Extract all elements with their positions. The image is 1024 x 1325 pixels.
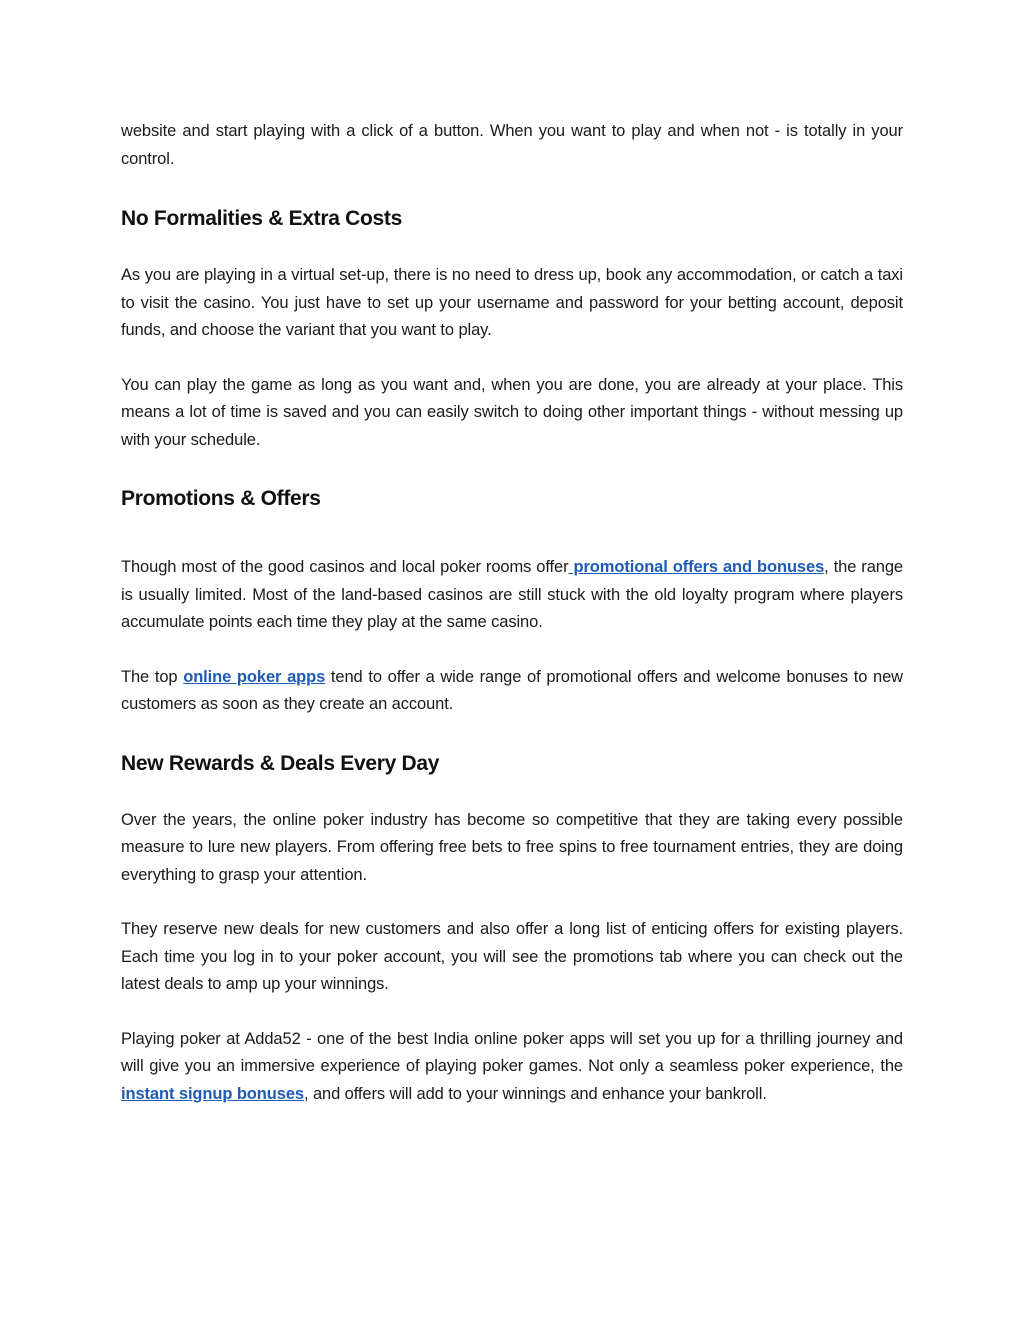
- heading-new-rewards: New Rewards & Deals Every Day: [121, 751, 440, 775]
- paragraph-text: The top: [121, 667, 184, 686]
- online-poker-apps-link[interactable]: online poker apps: [183, 667, 326, 686]
- paragraph-text: , the range is usually limited. Most of the land-based casinos are still stuck with the old loyalty program where players accumulate points each time they play at the same casino.: [121, 558, 903, 631]
- instant-signup-bonuses-link[interactable]: instant signup bonuses: [121, 1084, 304, 1103]
- paragraph-promotional-offers: [121, 554, 903, 637]
- heading-promotions-offers: Promotions & Offers: [121, 487, 321, 510]
- paragraph-top-apps: [121, 664, 903, 719]
- paragraph-text: , and offers will add to your winnings and enhance your bankroll.: [303, 1084, 767, 1103]
- paragraph-virtual-setup: As you are playing in a virtual set-up, there is no need to dress up, book any accommodation, or catch a taxi to visit the casino. You just have to set up your username and password for your betting account, deposit funds, and choose the variant that you want to play.: [121, 266, 903, 339]
- paragraph-text: Though most of the good casinos and local poker rooms offer: [121, 558, 569, 576]
- paragraph-text: Playing poker at Adda52 - one of the best India online poker apps will set you up for a thrilling journey and will give you an immersive experience of playing poker games. Not only a seamless poker experience, the: [121, 1029, 903, 1075]
- paragraph-new-deals: They reserve new deals for new customers and also offer a long list of enticing offers for existing players. Each time you log in to your poker account, you will see the promotions tab where you can check out the latest deals to amp up your winnings.: [121, 920, 903, 993]
- paragraph-competitive-industry: Over the years, the online poker industry has become so competitive that they are taking every possible measure to lure new players. From offering free bets to free spins to free tournament entries, they are doing everything to grasp your attention.: [121, 810, 903, 884]
- heading-no-formalities: No Formalities & Extra Costs: [121, 207, 403, 230]
- promotional-offers-link[interactable]: promotional offers and bonuses: [568, 558, 825, 576]
- paragraph-text: tend to offer a wide range of promotional offers and welcome bonuses to new customers as soon as they create an account.: [121, 667, 903, 713]
- paragraph-play-as-long: You can play the game as long as you want and, when you are done, you are already at your place. This means a lot of time is saved and you can easily switch to doing other important things - without messing up with your schedule.: [121, 375, 903, 449]
- intro-paragraph: website and start playing with a click of a button. When you want to play and when not - is totally in your control.: [121, 122, 903, 168]
- document-page: [121, 118, 903, 1108]
- paragraph-adda52: [121, 1026, 903, 1109]
